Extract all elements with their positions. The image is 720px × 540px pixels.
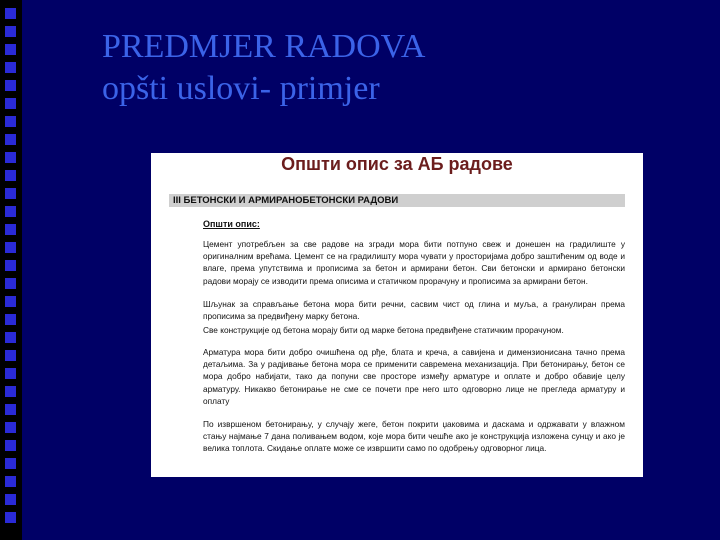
paragraph: Све конструкције од бетона морају бити од марке бетона предвиђене статичким прорачуном. [203,325,564,335]
bullet-square [5,188,16,199]
bullet-square [5,62,16,73]
bullet-square [5,368,16,379]
bullet-square [5,404,16,415]
bullet-square [5,494,16,505]
bullet-square [5,26,16,37]
document-heading: Општи опис за АБ радове [281,154,513,174]
bullet-square [5,116,16,127]
document-subheading: Општи опис: [203,219,260,229]
bullet-square [5,206,16,217]
bullet-square [5,80,16,91]
paragraph: Шљунак за справљање бетона мора бити речни, сасвим чист од глина и муља, а гранулиран према прописима за предвиђену марку бетона. [203,299,625,322]
document-image [151,153,643,477]
bullet-square [5,512,16,523]
paragraph: Арматура мора бити добро очишћена од рђе, блата и креча, а савијена и димензионисана тачно према детаљима. За у радјивање бетона мора се применити савремена механизација. При бетонирању, бетон се мора добро набијати, тако да попуни све просторе између арматуре и оплате и добро обавије целу арматуру. Никакво бетонирање не сме се почети пре него што одговорно лице не прегледа арматуру и оплату [203,347,625,406]
bullet-square [5,134,16,145]
bullet-square [5,440,16,451]
paragraph: Цемент употребљен за све радове на згради мора бити потпуно свеж и донешен на градилиште у оригиналним врећама. Цемент се на градилишту мора чувати у просторијама добро заштићеним од воде и влаге, према упутствима и прописима за бетон и армирани бетон. Сви бетонски и армирано бетонски радови морају се изводити према описима и статичком прорачуну и прописима за армирани бетон. [203,239,625,286]
bullet-square [5,224,16,235]
bullet-square [5,260,16,271]
bullet-square [5,242,16,253]
bullet-square [5,422,16,433]
bullet-square [5,152,16,163]
bullet-square [5,458,16,469]
bullet-square [5,98,16,109]
bullet-square [5,170,16,181]
bullet-square [5,314,16,325]
slide-title-line1: PREDMJER RADOVA [102,28,426,65]
bullet-square [5,296,16,307]
paragraph: По извршеном бетонирању, у случају жеге, бетон покрити џаковима и даскама и одржавати у влажном стању најмање 7 дана поливањем водом, које мора бити чешће ако је конструкција изложена сунцу и ако је велика топлота. Скидање оплате може се извршити само по одобрењу одговорног лица. [203,419,625,454]
section-title: III БЕТОНСКИ И АРМИРАНОБЕТОНСКИ РАДОВИ [173,195,399,206]
bullet-square [5,476,16,487]
bullet-square [5,386,16,397]
bullet-square [5,8,16,19]
slide-title [102,26,425,110]
left-decorative-strip [0,0,22,540]
slide-title-line2: opšti uslovi- primjer [102,70,380,107]
bullet-square [5,350,16,361]
bullet-square [5,278,16,289]
bullet-square [5,332,16,343]
bullet-square [5,44,16,55]
